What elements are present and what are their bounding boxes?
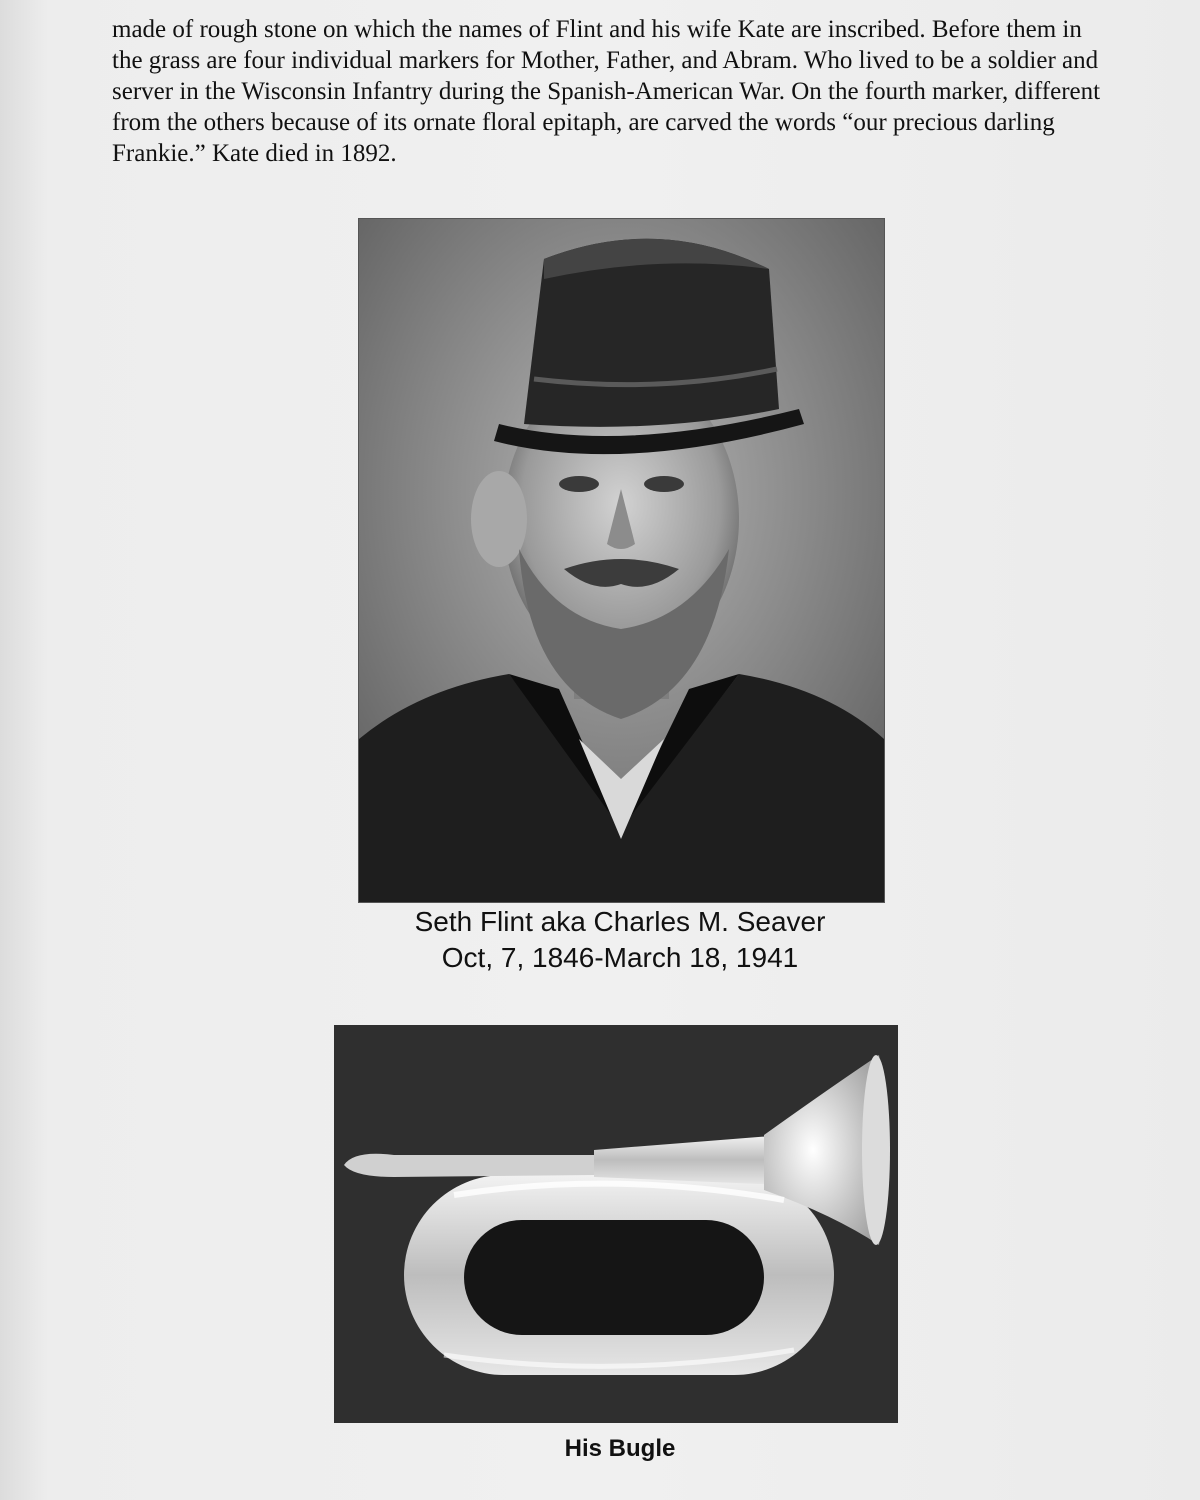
paragraph-text: made of rough stone on which the names of Flint and his wife Kate are inscribed. Before them in the grass are four individual markers for Mother, Father, and Abram. Who lived to be a soldier and server in the Wisconsin Infantry during the Spanish-American War. On the fourth marker, different from the others because of its ornate floral epitaph, are carved the words “our precious darling Frankie.” Kate died in 1892.	[112, 16, 1101, 167]
body-paragraph	[112, 14, 1112, 169]
bugle-photo	[334, 1025, 898, 1423]
portrait-image	[359, 219, 884, 902]
portrait-caption-name: Seth Flint aka Charles M. Seaver	[414, 906, 826, 937]
portrait-photo	[358, 218, 885, 903]
portrait-caption-dates: Oct, 7, 1846-March 18, 1941	[441, 942, 799, 973]
bugle-caption: His Bugle	[564, 1435, 676, 1462]
bugle-image	[334, 1025, 898, 1423]
